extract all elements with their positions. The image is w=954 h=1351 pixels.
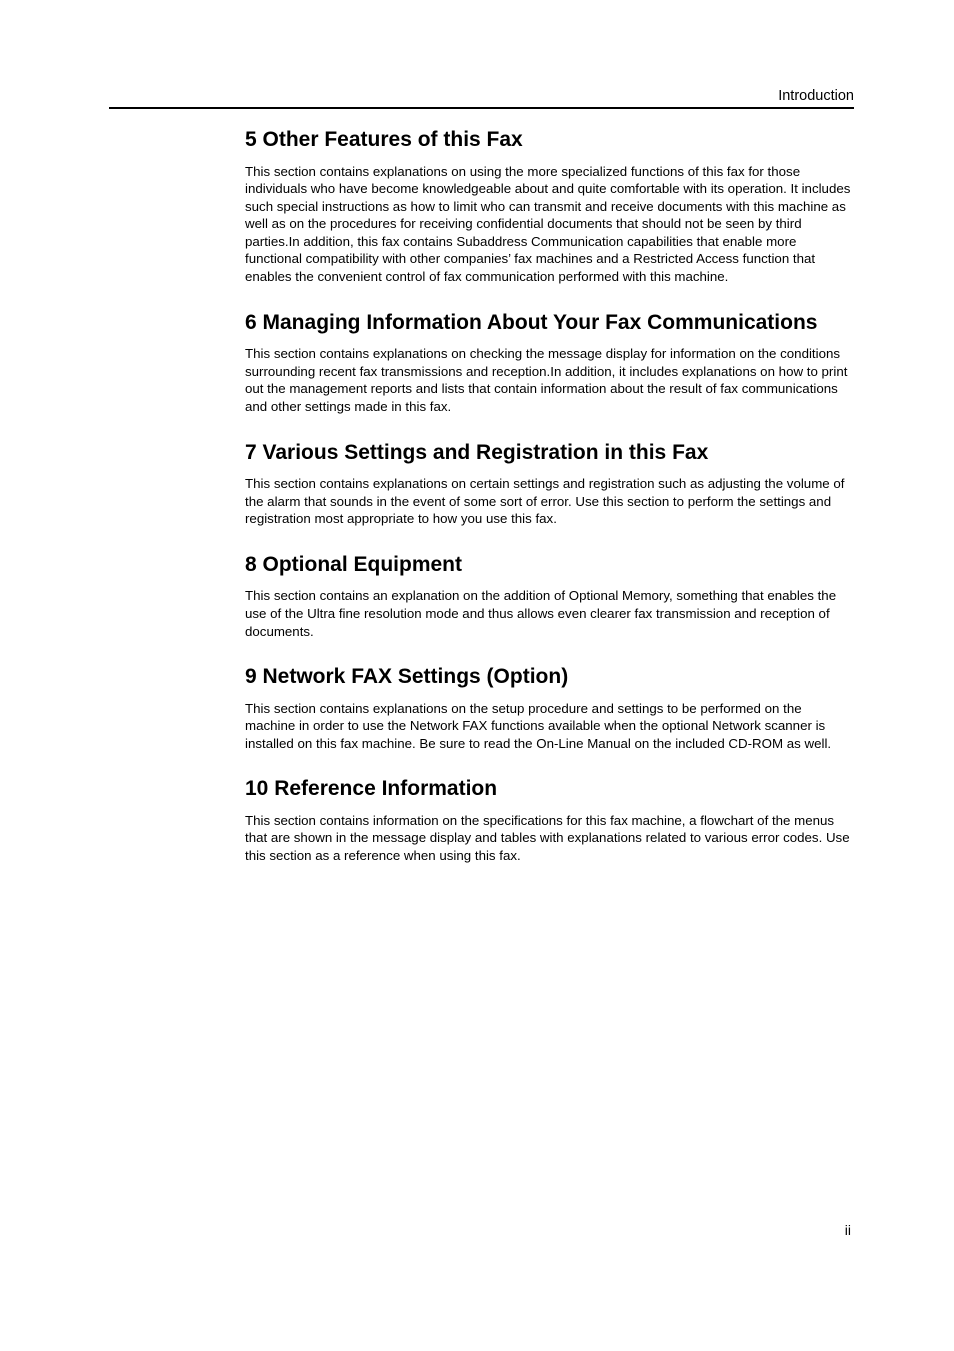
section-body: This section contains an explanation on the addition of Optional Memory, something that enables the use of the Ultra fine resolution mode and thus allows even clearer fax transmission and reception of documents. — [245, 588, 837, 639]
section-heading: 9 Network FAX Settings (Option) — [245, 665, 569, 689]
header-rule — [109, 107, 854, 109]
section-heading: 8 Optional Equipment — [245, 552, 463, 576]
section-9 — [245, 664, 855, 752]
running-header: Introduction — [778, 88, 854, 104]
section-body: This section contains explanations on the setup procedure and settings to be performed on the machine in order to use the Network FAX functions available when the optional Network scanner is installed on this fax machine. Be sure to read the On-Line Manual on the included CD-ROM as well. — [245, 700, 832, 751]
section-6 — [245, 310, 855, 416]
page-number: ii — [844, 1222, 851, 1238]
section-heading: 5 Other Features of this Fax — [245, 128, 523, 151]
section-heading: 10 Reference Information — [245, 777, 498, 801]
page-content — [245, 127, 855, 889]
section-5 — [245, 127, 855, 286]
section-body: This section contains explanations on checking the message display for information on the conditions surrounding recent fax transmissions and reception.In addition, it includes explanations on how to print out the management reports and lists that contain information about the result of fax communications and other settings made in this fax. — [245, 346, 848, 414]
section-heading: 6 Managing Information About Your Fax Communications — [245, 310, 818, 334]
section-7 — [245, 440, 855, 528]
section-8 — [245, 552, 855, 640]
section-body: This section contains explanations on certain settings and registration such as adjusting the volume of the alarm that sounds in the event of some sort of error. Use this section to perform the settings and registration most appropriate to how you use this fax. — [245, 476, 845, 527]
section-body: This section contains explanations on using the more specialized functions of this fax for those individuals who have become knowledgeable about and quite comfortable with its operation. It includes such special instructions as how to limit who can transmit and receive documents with this machine as well as on the procedures for receiving confidential documents that should not be seen by third parties.In addition, this fax contains Subaddress Communication capabilities that enable more functional compatibility with other companies’ fax machines and a Restricted Access function that enables the convenient control of fax communication performed with this machine. — [245, 163, 851, 285]
section-10 — [245, 776, 855, 864]
section-heading: 7 Various Settings and Registration in this Fax — [245, 440, 709, 464]
section-body: This section contains information on the specifications for this fax machine, a flowchart of the menus that are shown in the message display and tables with explanations related to various error codes. Use this section as a reference when using this fax. — [245, 812, 850, 864]
